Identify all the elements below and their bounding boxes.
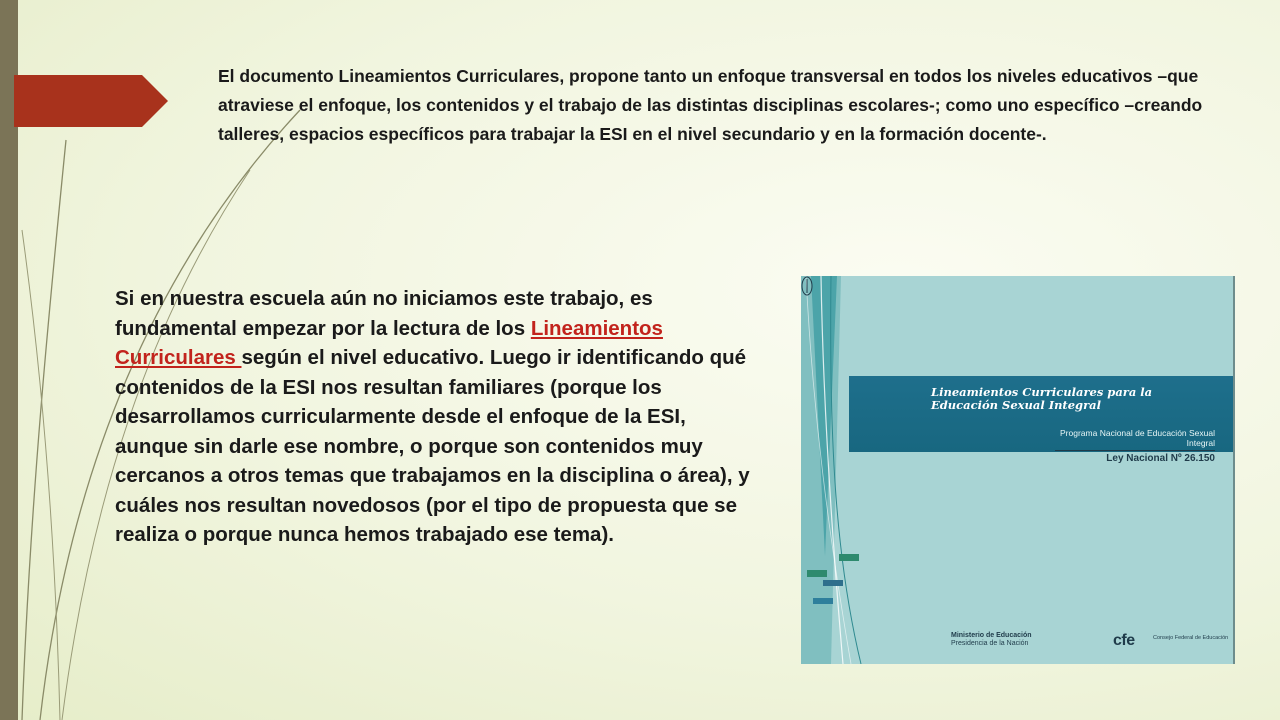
main-paragraph [115,284,755,550]
cover-law: Ley Nacional Nº 26.150 [1055,450,1215,464]
ministry-name: Ministerio de Educación [951,632,1032,639]
main-paragraph-end: según el nivel educativo. Luego ir identificando qué contenidos de la ESI nos resultan familiares (porque los desarrollamos curricularmente desde el enfoque de la ESI, aunque sin darle ese nombre, o porque son contenidos muy cercanos a otros temas que trabajamos en la disciplina o área), y cuáles nos resultan novedosos (por el tipo de propuesta que se realiza o porque nunca hemos trabajado ese tema). [115,346,750,546]
accent-arrow-tab [14,75,168,127]
document-cover-image [801,276,1235,664]
main-paragraph-start: Si en nuestra escuela aún no iniciamos este trabajo, es fundamental empezar por la lectura de los [115,287,653,340]
intro-paragraph: El documento Lineamientos Curriculares, propone tanto un enfoque transversal en todos los niveles educativos –que atraviese el enfoque, los contenidos y el trabajo de las distintas disciplinas escolares-; como uno específico –creando talleres, espacios específicos para trabajar la ESI en el nivel secundario y en la formación docente-. [218,66,1203,144]
ministry-logo-text [951,632,1032,648]
cfe-logo: cfe [1113,632,1135,649]
lineamientos-link[interactable]: Lineamientos Curriculares [115,316,663,369]
cover-title: Lineamientos Curriculares para la Educación Sexual Integral [931,385,1153,412]
ministry-emblem-icon [801,276,813,296]
cover-graphic [801,276,1233,664]
presidency-name: Presidencia de la Nación [951,640,1029,647]
council-name: Consejo Federal de Educación [1153,635,1229,641]
cover-program: Programa Nacional de Educación Sexual Integral [1060,428,1215,448]
